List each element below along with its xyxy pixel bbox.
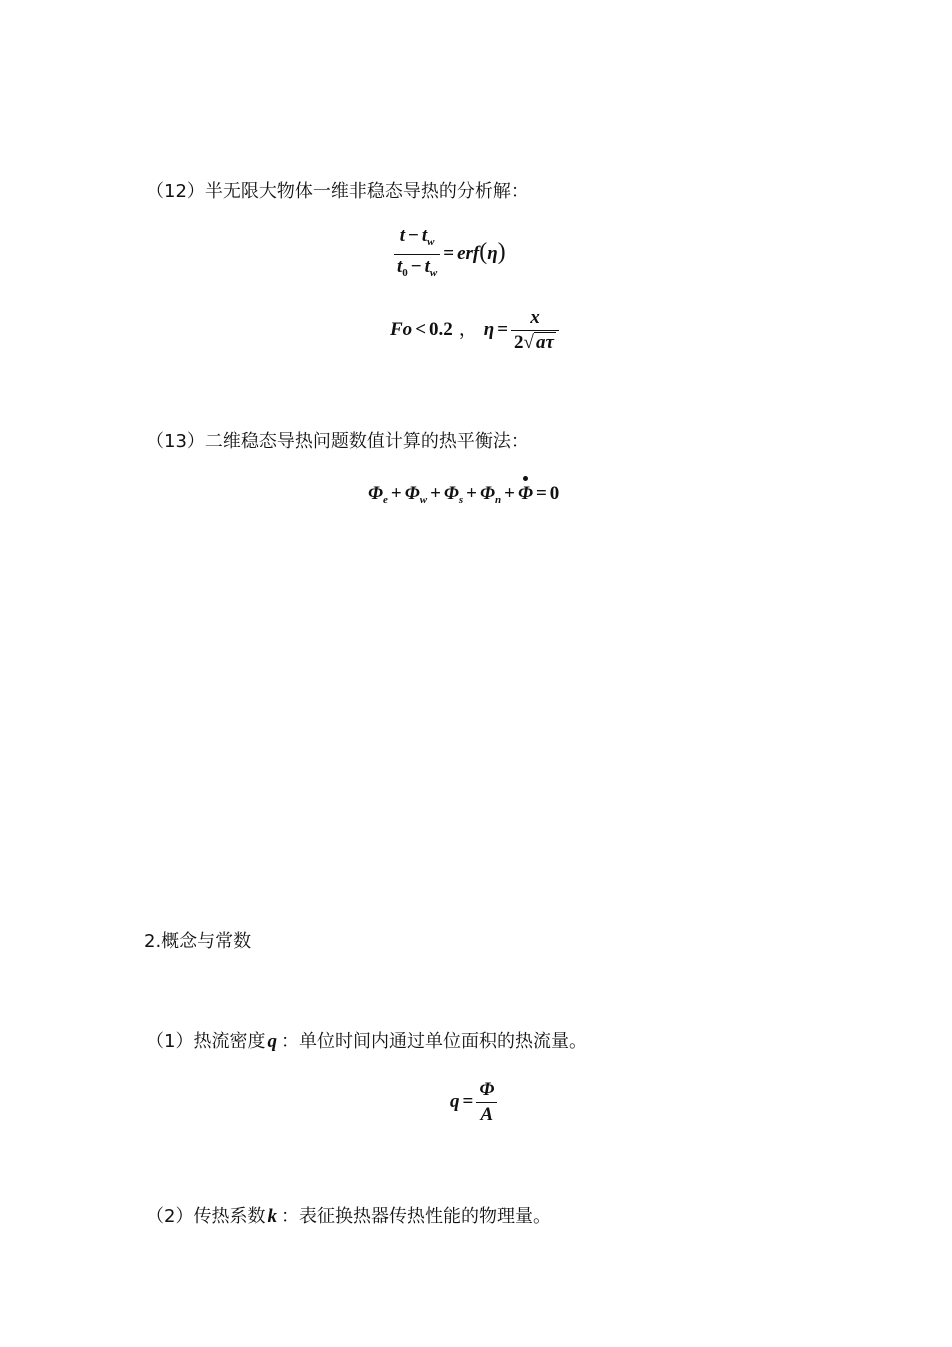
subscript-s: s <box>458 494 464 506</box>
section-13-heading: （13）二维稳态导热问题数值计算的热平衡法： <box>146 431 529 452</box>
subscript-e: e <box>383 494 388 506</box>
minus-sign: − <box>408 225 419 246</box>
equals-sign: = <box>497 318 509 340</box>
item-1-description: ：单位时间内通过单位面积的热流量。 <box>280 1031 587 1052</box>
plus-sign: + <box>504 483 515 504</box>
symbol-phi: Φ <box>480 483 495 504</box>
symbol-q: q <box>267 1031 277 1052</box>
item-2-line <box>146 1205 551 1229</box>
item-1-label: （1）热流密度 <box>146 1031 266 1052</box>
plus-sign: + <box>430 483 441 504</box>
right-paren: ) <box>497 238 506 265</box>
phi-over-a-fraction <box>476 1078 497 1127</box>
less-than-sign: < <box>415 318 427 340</box>
plus-sign: + <box>466 483 477 504</box>
symbol-t: t <box>424 256 430 277</box>
equation-erf-solution <box>394 224 506 285</box>
sqrt-content: aτ <box>535 332 554 353</box>
item-1-line <box>146 1030 587 1054</box>
minus-sign: − <box>410 256 422 277</box>
equation-heat-flux <box>450 1078 497 1127</box>
subscript-w: w <box>427 236 435 248</box>
number-2: 2 <box>514 332 524 353</box>
symbol-fo: Fo <box>390 318 413 340</box>
equals-sign: = <box>443 242 455 264</box>
equation-fourier-condition <box>390 306 559 355</box>
symbol-eta: η <box>483 318 495 340</box>
symbol-a: A <box>480 1104 494 1125</box>
erf-function: erf <box>457 242 480 264</box>
number-zero: 0 <box>549 483 560 504</box>
subscript-w: w <box>419 494 428 506</box>
item-2-description: ：表征换热器传热性能的物理量。 <box>280 1206 551 1227</box>
equals-sign: = <box>535 483 547 504</box>
symbol-phi: Φ <box>443 483 459 504</box>
symbol-phi-dot: Φ <box>517 483 533 504</box>
symbol-phi: Φ <box>404 483 420 504</box>
equation-heat-balance <box>368 483 559 506</box>
temperature-ratio-fraction <box>394 224 440 285</box>
equals-sign: = <box>462 1090 474 1112</box>
item-2-label: （2）传热系数 <box>146 1206 266 1227</box>
symbol-x: x <box>511 306 559 331</box>
subscript-0: 0 <box>402 267 408 279</box>
symbol-t: t <box>399 225 406 246</box>
sqrt-icon: √ <box>523 332 534 353</box>
value-0-2: 0.2 <box>429 318 453 340</box>
subscript-n: n <box>495 494 502 506</box>
section-12-heading: （12）半无限大物体一维非稳态导热的分析解： <box>146 181 529 202</box>
plus-sign: + <box>390 483 402 504</box>
section-2-heading: 2.概念与常数 <box>144 931 252 952</box>
eta-fraction <box>511 306 559 355</box>
separator: ， <box>458 317 478 340</box>
subscript-w: w <box>429 267 438 279</box>
symbol-t: t <box>421 225 428 246</box>
symbol-phi: Φ <box>368 483 383 504</box>
symbol-phi: Φ <box>476 1078 497 1103</box>
left-paren: ( <box>479 238 488 265</box>
symbol-t: t <box>397 256 403 277</box>
symbol-k: k <box>267 1206 277 1227</box>
symbol-q: q <box>450 1090 460 1112</box>
symbol-eta: η <box>487 242 498 264</box>
